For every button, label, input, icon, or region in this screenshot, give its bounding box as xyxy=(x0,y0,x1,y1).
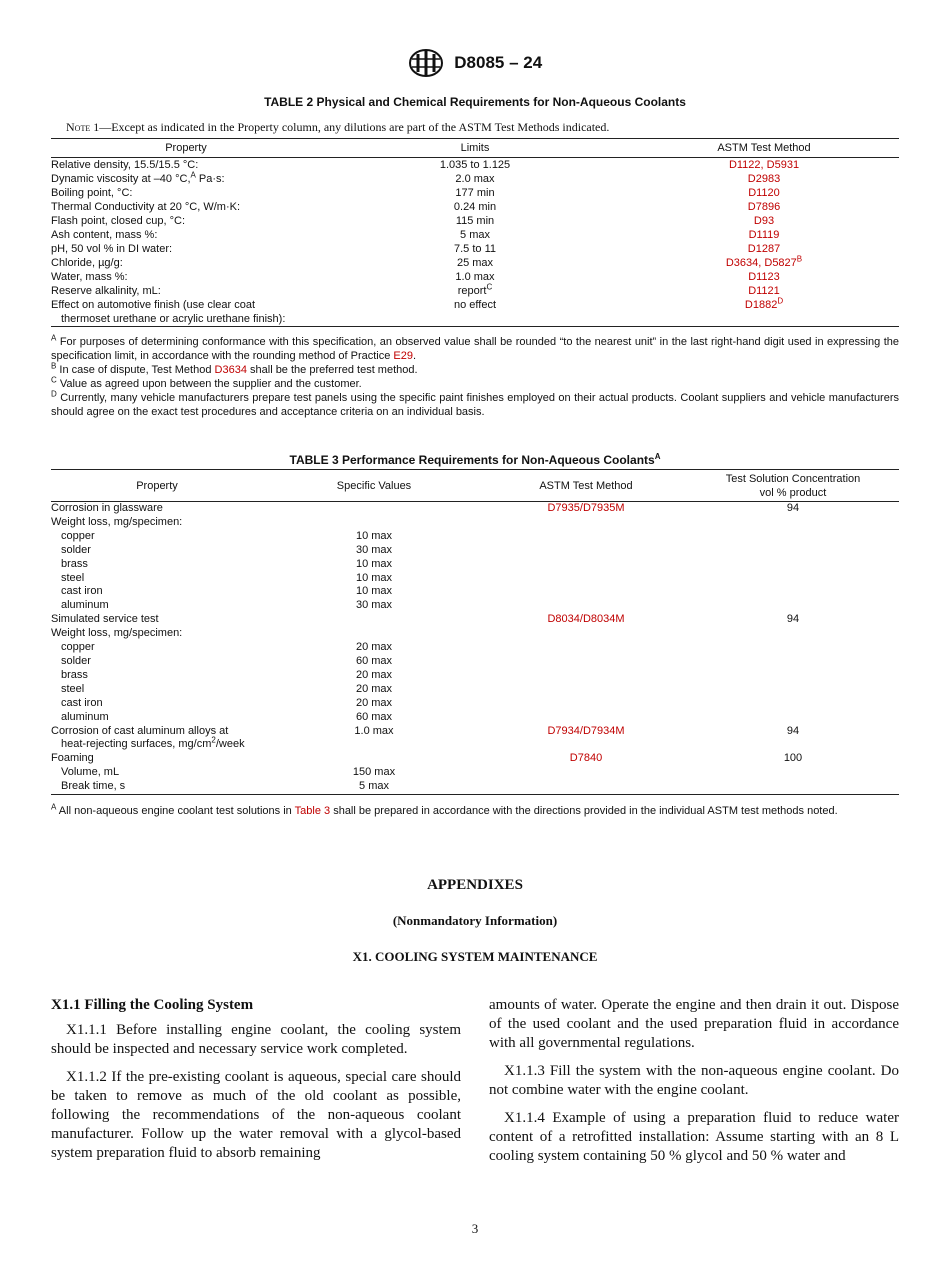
t3-method-cell xyxy=(485,766,687,780)
t2-property-cell: Water, mass %: xyxy=(51,271,128,283)
t3-value-cell: 20 max xyxy=(355,682,393,695)
table-row xyxy=(51,256,899,270)
t3-property-cell: steel xyxy=(61,682,85,695)
footnote-d: $^D$ Currently, many vehicle manufacturers prepare test panels using the specific paint finishes employed on their actual products. Coolant suppliers and vehicle manufacturers should agree on the exact test procedures and acceptance criteria on an individual basis. xyxy=(51,389,900,418)
t2-property-cell: Reserve alkalinity, mL: xyxy=(51,285,161,297)
t3-conc-cell: 94 xyxy=(786,724,800,737)
t2-method-cell xyxy=(629,270,899,284)
t3-method-cell xyxy=(485,627,687,641)
table-row xyxy=(51,669,899,683)
test-method-link[interactable]: D7934/D7934M xyxy=(547,724,625,737)
t3-value-cell: 10 max xyxy=(355,571,393,584)
t3-value-cell xyxy=(263,502,485,516)
left-column xyxy=(51,996,461,1172)
t3-conc-cell: 94 xyxy=(786,613,800,626)
table-row xyxy=(51,585,899,599)
page-header xyxy=(0,48,950,78)
test-method-link[interactable]: D1287 xyxy=(747,243,781,255)
table-row xyxy=(51,738,899,752)
t2-method-cell: D3634, $D5827^B$ xyxy=(725,254,803,269)
t3-conc-cell xyxy=(687,599,899,613)
t3-conc-cell xyxy=(687,697,899,711)
t2-method-cell xyxy=(629,186,899,200)
para-x1-1-4: X1.1.4 Example of using a preparation fluid to reduce water content of a retrofitted installation: Assume starting with an 8 L cooling system containing 50 % glycol and 50 % water and xyxy=(489,1110,899,1164)
t3-method-cell xyxy=(485,641,687,655)
appendix-title: APPENDIXES xyxy=(427,877,523,893)
t3-property-cell: Foaming xyxy=(51,752,94,765)
t3-header-values: Specific Values xyxy=(263,470,485,502)
table-row xyxy=(51,242,899,256)
t3-method-cell xyxy=(485,752,687,766)
t3-value-cell xyxy=(263,752,485,766)
t3-method-cell xyxy=(485,572,687,586)
t3-value-cell: 150 max xyxy=(352,766,396,779)
table-row xyxy=(51,613,899,627)
t3-conc-cell xyxy=(687,530,899,544)
t2-limits-cell: 25 max xyxy=(456,257,494,269)
table-row xyxy=(51,655,899,669)
t2-method-cell: $D1882^D$ xyxy=(744,296,784,311)
table3-footnote: $^A$ All non-aqueous engine coolant test solutions in Table 3 shall be prepared in accordance with the directions provided in the individual ASTM test methods noted. xyxy=(51,802,838,817)
t3-property-cell: cast iron xyxy=(61,696,103,709)
t3-method-cell xyxy=(485,599,687,613)
t3-value-cell: 10 max xyxy=(355,557,393,570)
t3-property-cell: aluminum xyxy=(61,599,109,612)
t3-value-cell: 30 max xyxy=(355,599,393,612)
t3-property-cell: Break time, s xyxy=(61,780,126,793)
table-row xyxy=(51,214,899,228)
t3-property-cell: solder xyxy=(61,543,91,556)
t3-value-cell: 10 max xyxy=(355,585,393,598)
test-method-link[interactable]: D1119 xyxy=(748,229,780,241)
t3-value-cell xyxy=(263,516,485,530)
t2-property-cell: thermoset urethane or acrylic urethane finish): xyxy=(61,313,286,325)
t2-limits-cell: no effect xyxy=(454,299,496,311)
t3-property-cell: Weight loss, mg/specimen: xyxy=(51,515,183,528)
t2-header-property: Property xyxy=(51,139,321,158)
t3-value-cell: 30 max xyxy=(355,543,393,556)
table2-note xyxy=(66,120,609,135)
t3-method-cell xyxy=(485,683,687,697)
test-method-link[interactable]: D3634, D5827 xyxy=(725,257,797,269)
table-row xyxy=(51,158,899,173)
t3-method-cell xyxy=(485,669,687,683)
t3-property-cell: brass xyxy=(61,668,88,681)
t2-property-cell: Thermal Conductivity at 20 °C, W/m·K: xyxy=(51,201,241,213)
table-row xyxy=(51,697,899,711)
t3-value-cell: 20 max xyxy=(355,641,393,654)
t3-method-cell xyxy=(485,516,687,530)
t2-property-cell: Ash content, mass %: xyxy=(51,229,158,241)
t3-method-cell xyxy=(485,711,687,725)
t2-header-method: ASTM Test Method xyxy=(629,139,899,158)
para-x1-1-3: X1.1.3 Fill the system with the non-aqueous engine coolant. Do not combine water with the engine coolant. xyxy=(489,1063,899,1098)
t2-limits-cell: 7.5 to 11 xyxy=(454,243,496,255)
t3-value-cell xyxy=(263,627,485,641)
t2-property-cell: Dynamic viscosity at –40 °C,$^A$ Pa·s: xyxy=(51,170,225,185)
footnote-b: $^B$ In case of dispute, Test Method D3634 shall be the preferred test method. xyxy=(51,361,418,376)
test-method-link[interactable]: D1882 xyxy=(744,299,778,311)
t2-limits-cell: 115 min xyxy=(455,215,495,227)
table-row xyxy=(51,516,899,530)
t3-header-concentration: Test Solution Concentration vol % product xyxy=(687,470,899,502)
t2-limits-cell: 2.0 max xyxy=(455,173,495,185)
table2 xyxy=(51,138,899,327)
table-row xyxy=(51,766,899,780)
footnote-c: $^C$ Value as agreed upon between the supplier and the customer. xyxy=(51,375,362,390)
t2-method-cell xyxy=(629,200,899,214)
test-method-link[interactable]: D7896 xyxy=(747,201,781,213)
t3-property-cell: heat-rejecting surfaces, $mg/cm^2$/week xyxy=(61,735,245,751)
t3-conc-cell xyxy=(687,766,899,780)
t3-method-cell xyxy=(485,502,687,516)
page-number: 3 xyxy=(471,1221,479,1236)
t3-conc-cell xyxy=(687,711,899,725)
t2-property-cell: Chloride, µg/g: xyxy=(51,257,123,269)
table-row xyxy=(51,752,899,766)
t3-conc-cell xyxy=(687,585,899,599)
astm-logo-icon xyxy=(408,48,444,78)
t3-value-cell xyxy=(263,613,485,627)
t2-property-cell: Flash point, closed cup, °C: xyxy=(51,215,186,227)
t3-body xyxy=(51,502,899,795)
t2-method-cell xyxy=(629,172,899,186)
t3-property-cell: Simulated service test xyxy=(51,613,159,626)
t3-method-cell xyxy=(485,725,687,739)
t3-method-cell xyxy=(485,585,687,599)
table-row xyxy=(51,683,899,697)
t3-value-cell: 1.0 max xyxy=(354,724,394,737)
t3-conc-cell xyxy=(687,669,899,683)
section-heading: X1.1 Filling the Cooling System xyxy=(51,997,254,1013)
table2-footnotes xyxy=(51,335,899,419)
appendix-subtitle: (Nonmandatory Information) xyxy=(392,913,558,928)
para-x1-1-2: X1.1.2 If the pre-existing coolant is aqueous, special care should be taken to remove as much of the old coolant as possible, following the recommendations of the non-aqueous coolant manufacturer. Follow up the water removal with a glycol-based system preparation fluid to absorb remaining xyxy=(51,1069,461,1161)
table-row xyxy=(51,200,899,214)
t3-header-method: ASTM Test Method xyxy=(485,470,687,502)
t3-property-cell: copper xyxy=(61,641,95,654)
t3-conc-cell: 100 xyxy=(783,752,803,765)
table-row xyxy=(51,641,899,655)
t2-method-cell xyxy=(629,242,899,256)
t3-method-cell xyxy=(485,544,687,558)
table-row xyxy=(51,172,899,186)
table2-caption: TABLE 2 Physical and Chemical Requirements for Non-Aqueous Coolants xyxy=(264,95,686,109)
t2-property-cell: Relative density, 15.5/15.5 °C: xyxy=(51,159,199,171)
t3-property-cell: cast iron xyxy=(61,585,103,598)
table-row xyxy=(51,725,899,739)
t2-method-cell xyxy=(629,312,899,327)
t3-conc-cell xyxy=(687,641,899,655)
t3-conc-cell xyxy=(687,558,899,572)
test-method-link[interactable]: D7935/D7935M xyxy=(547,502,625,514)
note-label: Note 1 xyxy=(66,120,100,134)
t3-value-cell xyxy=(263,738,485,752)
t2-method-cell xyxy=(629,284,899,298)
note-text: —Except as indicated in the Property column, any dilutions are part of the ASTM Test Methods indicated. xyxy=(99,120,610,134)
test-method-link[interactable]: D8034/D8034M xyxy=(547,613,625,626)
t3-header-property: Property xyxy=(51,470,263,502)
t2-method-cell xyxy=(629,158,899,173)
table-row xyxy=(51,312,899,327)
link-e29[interactable]: E29 xyxy=(393,350,413,362)
table-row xyxy=(51,502,899,516)
t3-value-cell: 10 max xyxy=(355,529,393,542)
t2-limits-cell: report$^C$ xyxy=(457,282,493,297)
table-row xyxy=(51,780,899,794)
t3-conc-cell xyxy=(687,655,899,669)
t3-conc-cell xyxy=(687,627,899,641)
t3-value-cell: 20 max xyxy=(355,668,393,681)
t2-limits-cell: 177 min xyxy=(455,187,495,199)
t3-conc-cell xyxy=(687,683,899,697)
t2-property-cell: pH, 50 vol % in DI water: xyxy=(51,243,173,255)
t3-method-cell xyxy=(485,655,687,669)
t2-method-cell xyxy=(629,228,899,242)
right-column xyxy=(489,996,899,1175)
table-row xyxy=(51,627,899,641)
t3-method-cell xyxy=(485,530,687,544)
t3-property-cell: solder xyxy=(61,654,91,667)
test-method-link[interactable]: D7840 xyxy=(569,752,603,765)
t3-property-cell: steel xyxy=(61,571,85,584)
t3-method-cell xyxy=(485,613,687,627)
table-row xyxy=(51,228,899,242)
t3-property-cell: brass xyxy=(61,557,88,570)
t3-conc-cell: 94 xyxy=(786,502,800,514)
test-method-link[interactable]: D1123 xyxy=(748,271,780,283)
table-row xyxy=(51,544,899,558)
t3-value-cell: 20 max xyxy=(355,696,393,709)
table-row xyxy=(51,186,899,200)
t2-limits-cell: 5 max xyxy=(460,229,490,241)
t3-property-cell: Weight loss, mg/specimen: xyxy=(51,627,183,640)
t2-limits-cell: 1.035 to 1.125 xyxy=(439,159,511,171)
link-table3[interactable]: Table 3 xyxy=(294,805,331,817)
para-x1-1-2-cont: amounts of water. Operate the engine and then drain it out. Dispose of the used coolant and the used preparation fluid in accordance with all governmental regulations. xyxy=(489,997,899,1051)
t3-property-cell: copper xyxy=(61,529,95,542)
t3-conc-cell xyxy=(687,780,899,794)
t3-value-cell: 5 max xyxy=(359,780,389,793)
test-method-link[interactable]: D2983 xyxy=(747,173,781,185)
test-method-link[interactable]: D1120 xyxy=(748,187,780,199)
link-d3634[interactable]: D3634 xyxy=(214,364,247,376)
t2-limits-cell: 1.0 max xyxy=(455,271,495,283)
table3 xyxy=(51,469,899,795)
t2-body xyxy=(51,158,899,327)
t3-conc-cell xyxy=(687,572,899,586)
t2-property-cell: Boiling point, °C: xyxy=(51,187,133,199)
t3-value-cell: 60 max xyxy=(355,654,393,667)
table-row xyxy=(51,270,899,284)
t3-property-cell: Volume, mL xyxy=(61,766,120,779)
table-row xyxy=(51,599,899,613)
test-method-link[interactable]: D93 xyxy=(753,215,775,227)
t3-property-cell: Corrosion of cast aluminum alloys at xyxy=(51,724,229,737)
t2-method-cell xyxy=(629,214,899,228)
t2-property-cell: Effect on automotive finish (use clear coat xyxy=(51,299,256,311)
t3-conc-cell xyxy=(687,516,899,530)
t3-method-cell xyxy=(485,558,687,572)
appendix-section: X1. COOLING SYSTEM MAINTENANCE xyxy=(352,949,598,964)
t3-method-cell xyxy=(485,738,687,752)
t3-conc-cell xyxy=(687,738,899,752)
test-method-link[interactable]: D1121 xyxy=(748,285,780,297)
table-row xyxy=(51,572,899,586)
table-row xyxy=(51,530,899,544)
table-row xyxy=(51,298,899,312)
table-row xyxy=(51,711,899,725)
t3-property-cell: aluminum xyxy=(61,710,109,723)
document-id: D8085 – 24 xyxy=(454,53,543,72)
footnote-a: $^A$ For purposes of determining conformance with this specification, an observed value shall be rounded “to the nearest unit” in the last right-hand digit used in expressing the specification limit, in accordance with the rounding method of Practice E29. xyxy=(51,333,899,362)
t2-limits-cell xyxy=(321,312,629,327)
t3-property-cell: Corrosion in glassware xyxy=(51,502,163,514)
para-x1-1-1: X1.1.1 Before installing engine coolant, the cooling system should be inspected and necessary service work completed. xyxy=(51,1022,461,1057)
t3-method-cell xyxy=(485,697,687,711)
t3-value-cell: 60 max xyxy=(355,710,393,723)
t3-conc-cell xyxy=(687,544,899,558)
table-row xyxy=(51,284,899,298)
t3-method-cell xyxy=(485,780,687,794)
t2-header-limits: Limits xyxy=(321,139,629,158)
table3-caption: TABLE 3 Performance Requirements for Non-Aqueous Coolants$^A$ xyxy=(289,452,661,467)
test-method-link[interactable]: D1122, D5931 xyxy=(728,159,800,171)
t2-limits-cell: 0.24 min xyxy=(453,201,497,213)
table-row xyxy=(51,558,899,572)
